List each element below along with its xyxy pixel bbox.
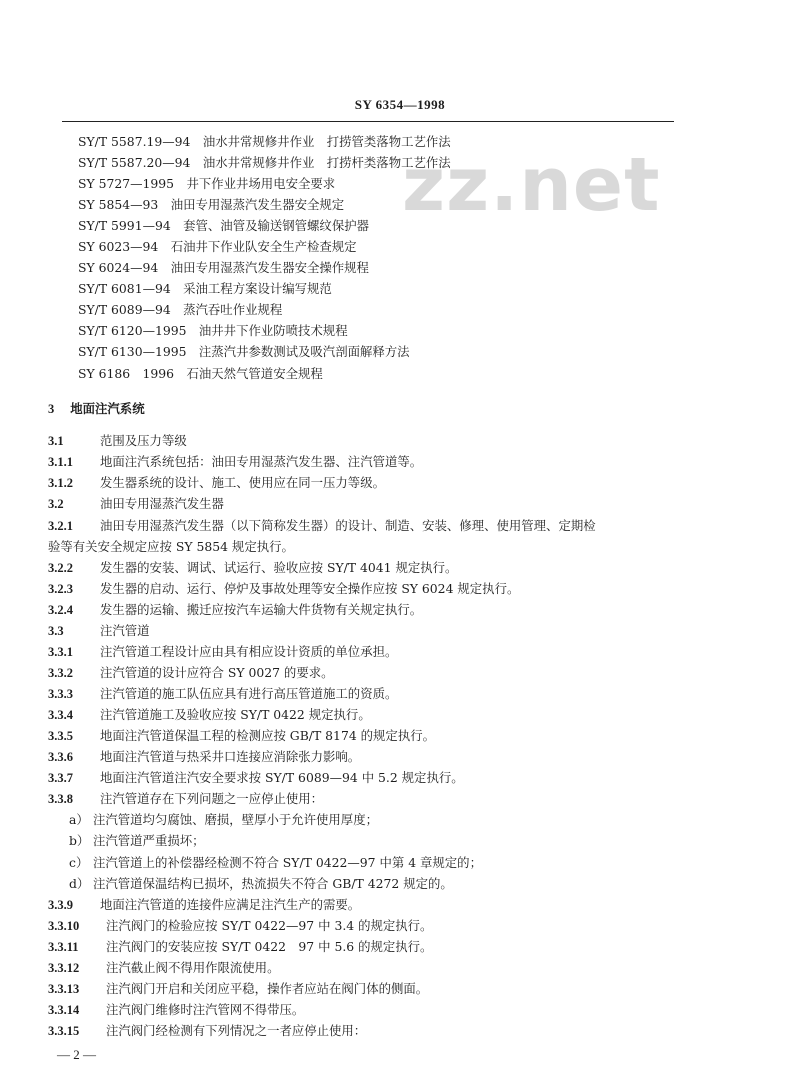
clause-number: 3.3.6 [48, 750, 73, 764]
clause-number: 3.2.4 [48, 603, 73, 617]
clause [48, 623, 150, 639]
clause-number: 3.2.2 [48, 561, 73, 575]
clause-text: 范围及压力等级 [100, 433, 187, 448]
clause-number: 3.3.10 [48, 919, 80, 933]
clause-number: 3.3.14 [48, 1003, 80, 1017]
clause [48, 433, 187, 449]
list-item-tag: d） [69, 876, 90, 891]
clause-text: 注汽阀门维修时注汽管网不得带压。 [106, 1002, 305, 1017]
list-item-tag: a） [69, 812, 89, 827]
clause-number: 3.3.4 [48, 708, 73, 722]
clause-number: 3.2 [48, 497, 64, 511]
reference-item: SY 5854—93 油田专用湿蒸汽发生器安全规定 [78, 197, 345, 212]
clause-number: 3.2.3 [48, 582, 73, 596]
clause-number: 3.3.3 [48, 687, 73, 701]
section-heading [48, 401, 145, 417]
list-item [69, 812, 378, 828]
clause [48, 918, 432, 934]
clause-number: 3.1.2 [48, 476, 73, 490]
clause-text: 地面注汽管道保温工程的检测应按 GB/T 8174 的规定执行。 [100, 728, 435, 743]
document-header-id: SY 6354—1998 [354, 97, 446, 112]
list-item-text: 注汽管道上的补偿器经检测不符合 SY/T 0422—97 中第 4 章规定的； [93, 855, 482, 870]
clause [48, 897, 360, 913]
list-item-tag: b） [69, 833, 90, 848]
clause-number: 3.3.2 [48, 666, 73, 680]
clause-text: 注汽管道施工及验收应按 SY/T 0422 规定执行。 [100, 707, 371, 722]
clause-number: 3.3 [48, 624, 64, 638]
clause-text: 地面注汽管道的连接件应满足注汽生产的需要。 [100, 897, 361, 912]
clause-number: 3.3.7 [48, 771, 73, 785]
clause-text: 地面注汽管道注汽安全要求按 SY/T 6089—94 中 5.2 规定执行。 [100, 770, 464, 785]
clause [48, 749, 360, 765]
clause-text: 注汽阀门开启和关闭应平稳，操作者应站在阀门体的侧面。 [106, 981, 429, 996]
list-item-tag: c） [69, 855, 89, 870]
clause-text: 地面注汽管道与热采井口连接应消除张力影响。 [100, 749, 361, 764]
clause [48, 960, 279, 976]
clause [48, 939, 432, 955]
clause-text: 注汽阀门的检验应按 SY/T 0422—97 中 3.4 的规定执行。 [106, 918, 433, 933]
clause-number: 3.2.1 [48, 519, 73, 533]
reference-item: SY/T 5587.19—94 油水井常规修井作业 打捞管类落物工艺作法 [78, 134, 451, 149]
clause [48, 791, 323, 807]
clause-text: 发生器的安装、调试、试运行、验收应按 SY/T 4041 规定执行。 [100, 560, 458, 575]
clause-number: 3.1 [48, 434, 64, 448]
clause-text: 注汽截止阀不得用作限流使用。 [106, 960, 280, 975]
section-number: 3 [48, 402, 55, 416]
clause-text: 油田专用湿蒸汽发生器（以下简称发生器）的设计、制造、安装、修理、使用管理、定期检 [100, 518, 596, 533]
reference-item: SY/T 6130—1995 注蒸汽井参数测试及吸汽剖面解释方法 [78, 344, 410, 359]
reference-item: SY 6024—94 油田专用湿蒸汽发生器安全操作规程 [78, 260, 369, 275]
clause [48, 770, 464, 786]
list-item [69, 855, 482, 871]
clause [48, 665, 334, 681]
reference-item: SY/T 5587.20—94 油水井常规修井作业 打捞杆类落物工艺作法 [78, 155, 451, 170]
section-title: 地面注汽系统 [70, 401, 145, 416]
reference-item: SY/T 6081—94 采油工程方案设计编写规范 [78, 281, 332, 296]
clause-text: 注汽管道工程设计应由具有相应设计资质的单位承担。 [100, 644, 398, 659]
clause-text: 发生器的运输、搬迁应按汽车运输大件货物有关规定执行。 [100, 602, 423, 617]
clause [48, 581, 519, 597]
list-item [69, 833, 205, 849]
clause-continuation: 验等有关安全规定应按 SY 5854 规定执行。 [48, 539, 294, 554]
clause [48, 644, 397, 660]
reference-item: SY/T 6120—1995 油井井下作业防喷技术规程 [78, 323, 348, 338]
reference-item: SY 5727—1995 井下作业井场用电安全要求 [78, 176, 336, 191]
clause-number: 3.3.12 [48, 961, 80, 975]
clause-text: 油田专用湿蒸汽发生器 [100, 496, 224, 511]
clause-number: 3.3.5 [48, 729, 73, 743]
clause-text: 注汽阀门经检测有下列情况之一者应停止使用： [106, 1023, 367, 1038]
clause-text: 注汽管道 [100, 623, 150, 638]
list-item-text: 注汽管道严重损坏； [93, 833, 205, 848]
clause [48, 981, 428, 997]
clause-number: 3.1.1 [48, 455, 73, 469]
clause [48, 707, 371, 723]
clause [48, 475, 385, 491]
clause [48, 1002, 304, 1018]
clause [48, 454, 422, 470]
reference-item: SY 6023—94 石油井下作业队安全生产检查规定 [78, 239, 357, 254]
clause-text: 地面注汽系统包括：油田专用湿蒸汽发生器、注汽管道等。 [100, 454, 423, 469]
reference-item: SY 6186 1996 石油天然气管道安全规程 [78, 366, 323, 381]
clause-number: 3.3.1 [48, 645, 73, 659]
clause-text: 注汽管道存在下列问题之一应停止使用： [100, 791, 324, 806]
clause-number: 3.3.15 [48, 1024, 80, 1038]
clause-number: 3.3.9 [48, 898, 73, 912]
clause [48, 728, 435, 744]
clause-number: 3.3.11 [48, 940, 79, 954]
clause [48, 518, 596, 534]
page-number: — 2 — [57, 1047, 96, 1062]
clause-text: 发生器的启动、运行、停炉及事故处理等安全操作应按 SY 6024 规定执行。 [100, 581, 520, 596]
clause [48, 1023, 366, 1039]
clause [48, 496, 224, 512]
header-rule [62, 121, 674, 122]
list-item-text: 注汽管道保温结构已损坏，热流损失不符合 GB/T 4272 规定的。 [93, 876, 453, 891]
clause-number: 3.3.13 [48, 982, 80, 996]
watermark: zz.net [402, 142, 661, 228]
reference-item: SY/T 6089—94 蒸汽吞吐作业规程 [78, 302, 283, 317]
list-item [69, 876, 453, 892]
clause-text: 注汽管道的设计应符合 SY 0027 的要求。 [100, 665, 334, 680]
clause [48, 602, 422, 618]
clause-text: 注汽管道的施工队伍应具有进行高压管道施工的资质。 [100, 686, 398, 701]
clause-number: 3.3.8 [48, 792, 73, 806]
clause-text: 发生器系统的设计、施工、使用应在同一压力等级。 [100, 475, 385, 490]
clause [48, 686, 397, 702]
reference-item: SY/T 5991—94 套管、油管及输送钢管螺纹保护器 [78, 218, 369, 233]
list-item-text: 注汽管道均匀腐蚀、磨损，壁厚小于允许使用厚度； [93, 812, 378, 827]
clause [48, 560, 457, 576]
clause-text: 注汽阀门的安装应按 SY/T 0422 97 中 5.6 的规定执行。 [106, 939, 433, 954]
